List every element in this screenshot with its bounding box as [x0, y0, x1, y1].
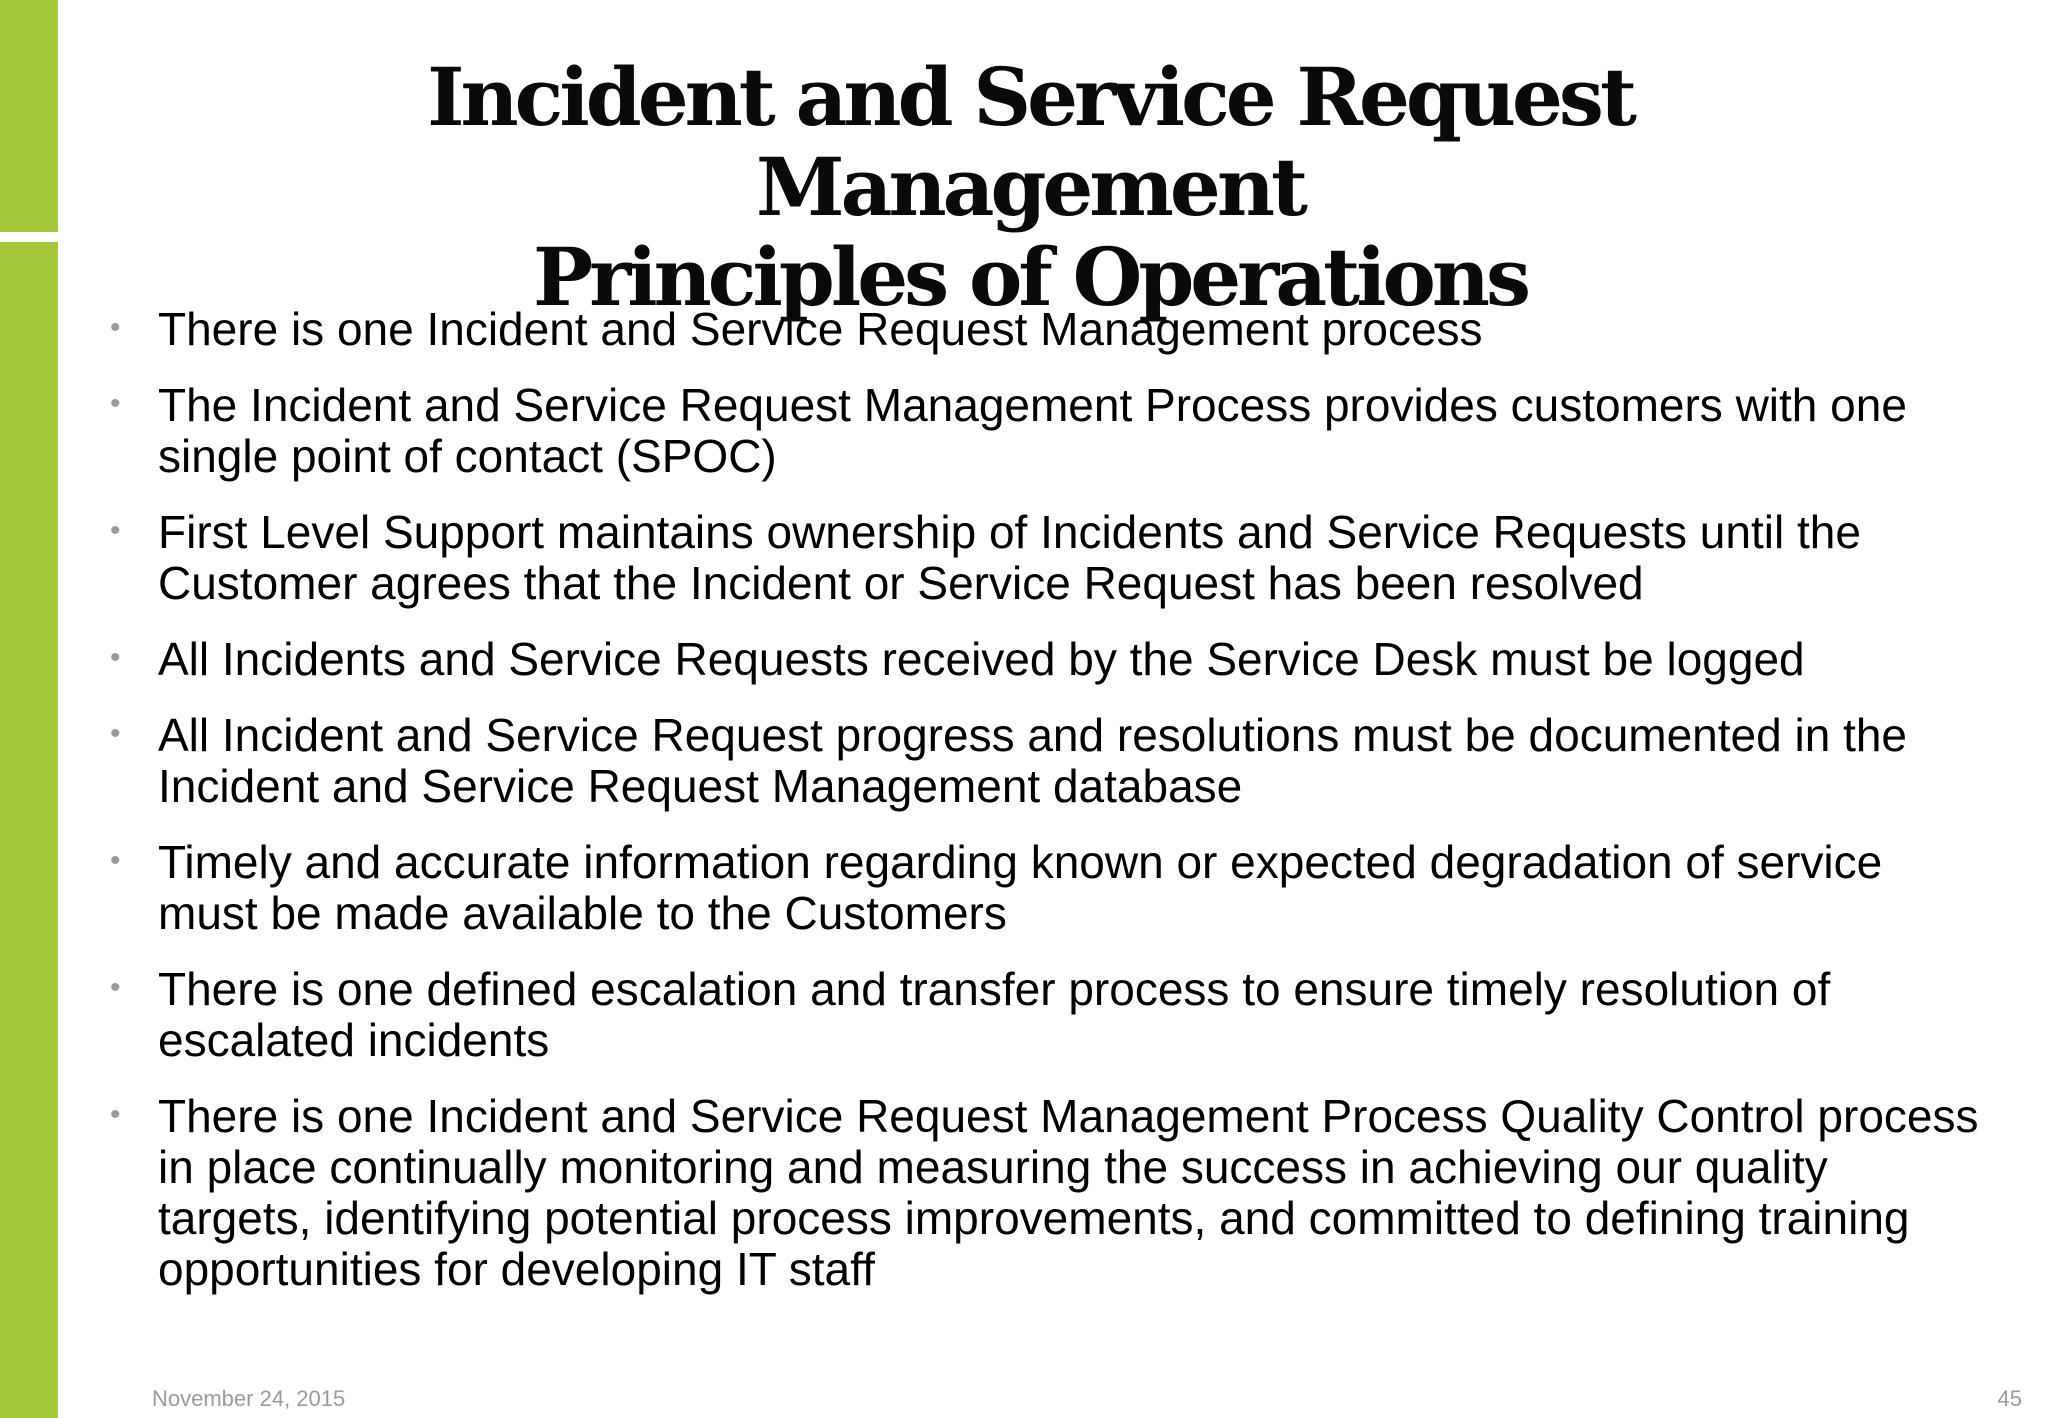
bullet-text: All Incident and Service Request progress and resolutions must be documented in the Incident and Service Request Management database	[158, 709, 1908, 812]
bullet-item	[110, 1091, 1990, 1295]
footer-date: November 24, 2015	[152, 1386, 346, 1411]
bullet-dot-icon: •	[110, 717, 121, 750]
bullet-text: There is one defined escalation and transfer process to ensure timely resolution of escalated incidents	[158, 963, 1831, 1066]
bullet-text: There is one Incident and Service Request Management process	[158, 303, 1483, 355]
page-number: 45	[1997, 1386, 2022, 1411]
bullet-text: The Incident and Service Request Management Process provides customers with one single point of contact (SPOC)	[158, 379, 1907, 482]
title-line-2: Principles of Operations	[532, 230, 1528, 324]
accent-bar-bottom	[0, 242, 58, 1418]
bullet-item	[110, 964, 1990, 1066]
title-line-1: Incident and Service Request Management	[427, 50, 1633, 234]
bullet-list	[110, 304, 1990, 1320]
bullet-item	[110, 507, 1990, 609]
bullet-dot-icon: •	[110, 844, 121, 877]
bullet-item	[110, 837, 1990, 939]
slide-title	[160, 52, 1900, 322]
bullet-item	[110, 304, 1990, 355]
bullet-dot-icon: •	[110, 514, 121, 547]
bullet-dot-icon: •	[110, 971, 121, 1004]
bullet-item	[110, 710, 1990, 812]
bullet-text: Timely and accurate information regarding known or expected degradation of service must be made available to the Customers	[158, 836, 1883, 939]
bullet-text: All Incidents and Service Requests received by the Service Desk must be logged	[158, 633, 1805, 685]
bullet-dot-icon: •	[110, 387, 121, 420]
accent-bar-top	[0, 0, 58, 232]
bullet-dot-icon: •	[110, 641, 121, 674]
bullet-text: First Level Support maintains ownership of Incidents and Service Requests until the Customer agrees that the Incident or Service Request has been resolved	[158, 506, 1861, 609]
bullet-dot-icon: •	[110, 311, 121, 344]
bullet-item	[110, 634, 1990, 685]
bullet-text: There is one Incident and Service Request Management Process Quality Control process in place continually monitoring and measuring the success in achieving our quality targets, identifying potential process improvements, and committed to defining training opportunities for developing IT staff	[158, 1090, 1979, 1295]
bullet-item	[110, 380, 1990, 482]
bullet-dot-icon: •	[110, 1098, 121, 1131]
